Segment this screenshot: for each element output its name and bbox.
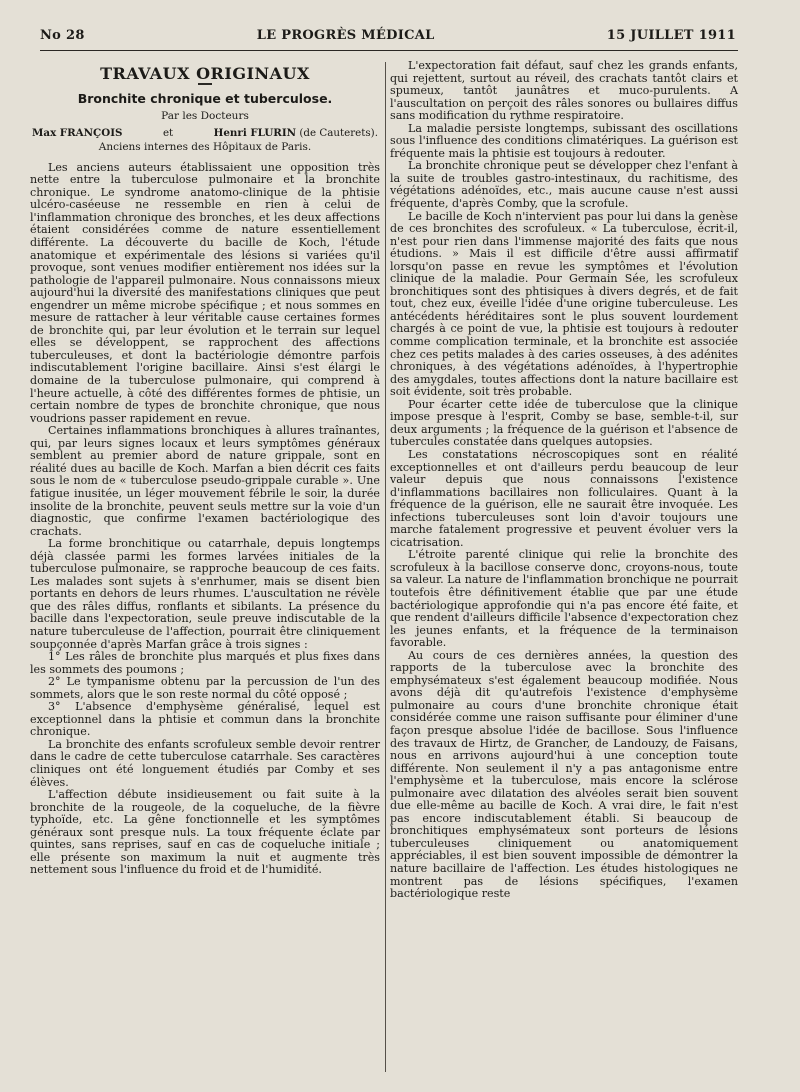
issue-date: 15 JUILLET 1911	[606, 28, 736, 43]
journal-title: LE PROGRÈS MÉDICAL	[256, 28, 435, 43]
paragraph: Certaines inflammations bronchiques à allures traînantes, qui, par leurs signes locaux et leurs symptômes généraux semblent au premier abord de nature grippale, sont en réalité dues au bacille de Koch. Marfan a bien décrit ces faits sous le nom de « tuberculose pseudo-grippale curable ». Une fatigue inusitée, un léger mouvement fébrile le soir, la durée insolite de la bronchite, peuvent seuls mettre sur la voie d'un diagnostic, que confirme l'examen bactériologique des crachats.	[30, 424, 380, 538]
left-column	[30, 60, 380, 877]
affiliation: Anciens internes des Hôpitaux de Paris.	[98, 141, 312, 154]
byline: Par les Docteurs	[161, 110, 249, 123]
paragraph: L'expectoration fait défaut, sauf chez les grands enfants, qui rejettent, surtout au réveil, des crachats tantôt clairs et spumeux, tantôt jaunâtres et muco-purulents. A l'auscultation on perçoit des râles sonores ou bullaires diffus sans modification du rythme respiratoire.	[390, 59, 738, 123]
paragraph: La maladie persiste longtemps, subissant des oscillations sous l'influence des conditions climatériques. La guérison est fréquente mais la phtisie est toujours à redouter.	[390, 121, 738, 160]
author-2-place: (de Cauterets).	[299, 126, 378, 139]
author-2: Henri FLURIN	[213, 126, 297, 139]
article-title: Bronchite chronique et tuberculose.	[77, 90, 333, 106]
page-header	[40, 28, 736, 50]
paragraph: La forme bronchitique ou catarrhale, depuis longtemps déjà classée parmi les formes larvées initiales de la tuberculose pulmonaire, se rapproche beaucoup de ces faits. Les malades sont sujets à s'enrhumer, mais se disent bien portants en dehors de leurs rhumes. L'auscultation ne révèle que des râles diffus, ronflants et sibilants. La présence du bacille dans l'expectoration, seule preuve indiscutable de la nature tuberculeuse de l'affection, pourrait être cliniquement soupçonnée d'après Marfan grâce à trois signes :	[30, 537, 380, 651]
paragraph: 2° Le tympanisme obtenu par la percussion de l'un des sommets, alors que le son reste normal du côté opposé ;	[30, 675, 380, 701]
paragraph: Au cours de ces dernières années, la question des rapports de la tuberculose avec la bronchite des emphysémateux s'est également beaucoup modifiée. Nous avons déjà dit qu'autrefois l'existence d'emphysème pulmonaire au cours d'une bronchite chronique était considérée comme une raison suffisante pour éliminer d'une façon presque absolue l'idée de bacillose. Sous l'influence des travaux de Hirtz, de Grancher, de Landouzy, de Faisans, nous en arrivons aujourd'hui à une conception toute différente. Non seulement il n'y a pas antagonisme entre l'emphysème et la tuberculose, mais encore la sclérose pulmonaire avec dilatation des alvéoles serait bien souvent due elle-même au bacille de Koch. A vrai dire, le fait n'est pas encore indiscutablement établi. Si beaucoup de bronchitiques emphysémateux sont porteurs de lésions tuberculeuses cliniquement ou anatomiquement appréciables, il est bien souvent impossible de démontrer la nature bacillaire de l'affection. Les études histologiques ne montrent pas de lésions spécifiques, l'examen bactériologique reste	[390, 648, 738, 901]
paragraph: 1° Les râles de bronchite plus marqués et plus fixes dans les sommets des poumons ;	[30, 650, 380, 676]
authors-line	[30, 127, 380, 140]
paragraph: Pour écarter cette idée de tuberculose que la clinique impose presque à l'esprit, Comby se base, semble-t-il, sur deux arguments ; la fréquence de la guérison et l'absence de tubercules constatée dans quelques autopsies.	[390, 397, 738, 449]
paragraph: Les anciens auteurs établissaient une opposition très nette entre la tuberculose pulmonaire et la bronchite chronique. Le syndrome anatomo-clinique de la phtisie ulcéro-caséeuse ne ressemble en rien à celui de l'inflammation chronique des bronches, et les deux affections étaient considérées comme de nature essentiellement différente. La découverte du bacille de Koch, l'étude anatomique et expérimentale des lésions si variées qu'il provoque, sont venues modifier entièrement nos idées sur la pathologie de l'appareil pulmonaire. Nous connaissons mieux aujourd'hui la diversité des manifestations cliniques que peut engendrer un même microbe spécifique ; et nous sommes en mesure de rattacher à leur véritable cause certaines formes de bronchite qui, par leur évolution et le terrain sur lequel elles se développent, se rapprochent des affections tuberculeuses, et dont la bactériologie démontre parfois indiscutablement l'origine bacillaire. Ainsi s'est élargi le domaine de la tuberculose pulmonaire, qui comprend à l'heure actuelle, à côté des différentes formes de phtisie, un certain nombre de types de bronchite chronique, que nous voudrions passer rapidement en revue.	[30, 160, 380, 425]
paragraph: 3° L'absence d'emphysème généralisé, lequel est exceptionnel dans la phtisie et commun dans la bronchite chronique.	[30, 700, 380, 739]
paragraph: La bronchite des enfants scrofuleux semble devoir rentrer dans le cadre de cette tuberculose catarrhale. Ses caractères cliniques ont été longuement étudiés par Comby et ses élèves.	[30, 737, 380, 789]
author-1: Max FRANÇOIS	[32, 126, 123, 139]
paragraph: L'étroite parenté clinique qui relie la bronchite des scrofuleux à la bacillose conserve donc, croyons-nous, toute sa valeur. La nature de l'inflammation bronchique ne pourrait toutefois être définitivement établie que par une étude bactériologique approfondie qui n'a pas encore été faite, et que rendent d'ailleurs difficile l'absence d'expectoration chez les jeunes enfants, et la fréquence de la terminaison favorable.	[390, 548, 738, 650]
paragraph: Les constatations nécroscopiques sont en réalité exceptionnelles et ont d'ailleurs perdu beaucoup de leur valeur depuis que nous connaissons l'existence d'inflammations bacillaires non folliculaires. Quant à la fréquence de la guérison, elle ne saurait être invoquée. Les infections tuberculeuses sont loin d'avoir toujours une marche fatalement progressive et peuvent évoluer vers la cicatrisation.	[390, 447, 738, 549]
right-column	[390, 60, 738, 901]
paragraph: Le bacille de Koch n'intervient pas pour lui dans la genèse de ces bronchites des scrofuleux. « La tuberculose, écrit-il, n'est pour rien dans l'immense majorité des faits que nous étudions. » Mais il est difficile d'être aussi affirmatif lorsqu'on passe en revue les symptômes et l'évolution clinique de la maladie. Pour Germain Sée, les scrofuleux bronchitiques sont des phtisiques à divers degrés, et de fait tout, chez eux, éveille l'idée d'une origine tuberculeuse. Les antécédents héréditaires sont le plus souvent lourdement chargés à ce point de vue, la phtisie est toujours à redouter comme complication terminale, et la bronchite est associée chez ces petits malades à des caries osseuses, à des adénites chroniques, à des végétations adénoïdes, à l'hypertrophie des amygdales, toutes affections dont la nature bacillaire est soit évidente, soit très probable.	[390, 209, 738, 399]
section-title: TRAVAUX ORIGINAUX	[100, 64, 310, 83]
paragraph: L'affection débute insidieusement ou fait suite à la bronchite de la rougeole, de la coqueluche, de la fièvre typhoïde, etc. La gêne fonctionnelle et les symptômes généraux sont presque nuls. La toux fréquente éclate par quintes, sans reprises, sauf en cas de coqueluche initiale ; elle présente son maximum la nuit et augmente très nettement sous l'influence du froid et de l'humidité.	[30, 788, 380, 877]
issue-number: No 28	[40, 28, 85, 43]
column-divider	[385, 62, 386, 1072]
header-rule	[40, 50, 738, 51]
author-conjunction: et	[162, 126, 174, 139]
paragraph: La bronchite chronique peut se développer chez l'enfant à la suite de troubles gastro-intestinaux, du rachitisme, des végétations adénoïdes, etc., mais aucune cause n'est aussi fréquente, d'après Comby, que la scrofule.	[390, 159, 738, 211]
